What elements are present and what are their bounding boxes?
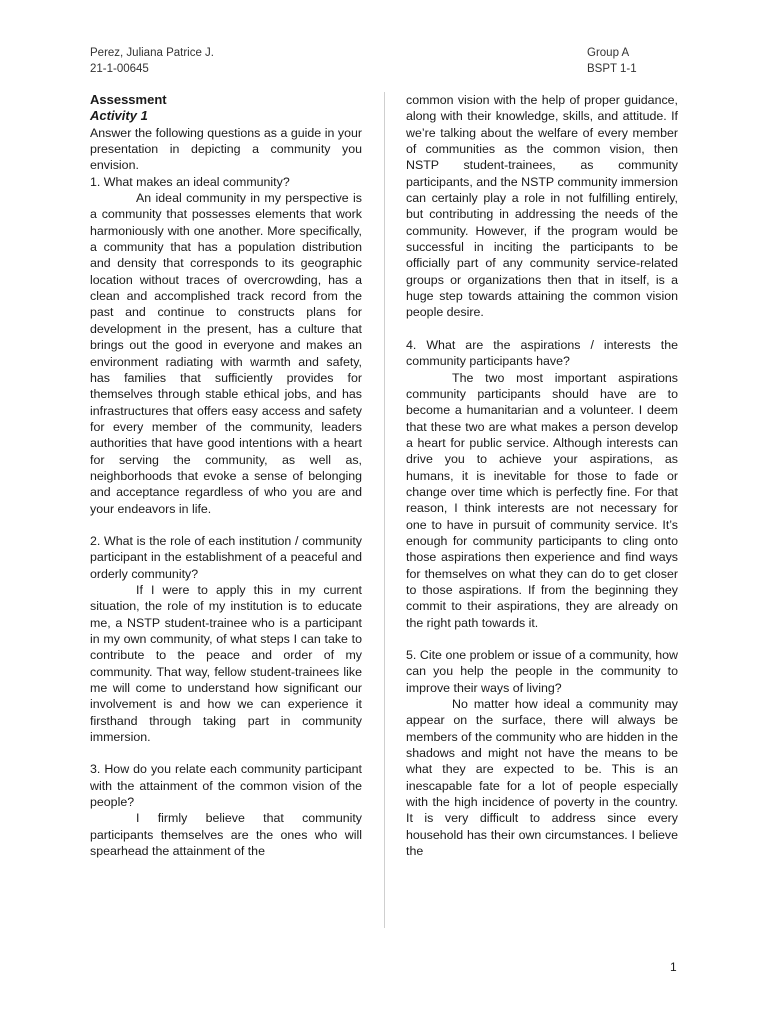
question-3: 3. How do you relate each community participant with the attainment of the common vision of the people? xyxy=(90,762,362,810)
page-number: 1 xyxy=(670,960,677,974)
left-column xyxy=(90,92,362,859)
column-divider xyxy=(384,92,385,928)
author-block xyxy=(90,45,214,77)
answer-5: No matter how ideal a community may appear on the surface, there will always be members of the community who are hidden in the shadows and might not have the means to be what they are expected to be. This is an inescapable fate for a lot of people especially with the high incidence of poverty in the country. It is very difficult to address since every household has their own circumstances. I believe the xyxy=(406,697,678,859)
author-name: Perez, Juliana Patrice J. xyxy=(90,47,215,59)
answer-2: If I were to apply this in my current situation, the role of my institution is to educate me, a NSTP student-trainee who is a participant in my own community, of what steps I can take to contribute to the peace and order of my community. That way, fellow student-trainees like me will come to understand how significant our involvement is and how we can experience it firsthand through taking part in community immersion. xyxy=(90,582,362,745)
group-label: Group A xyxy=(587,47,630,59)
answer-3-continued: common vision with the help of proper guidance, along with their knowledge, skills, and attitude. If we’re talking about the welfare of every member of communities as the common vision, then NSTP student-trainees, as community participants, and the NSTP community immersion can certainly play a role in not fulfilling entirely, but contributing in addressing the needs of the community. However, if the program would be successful in inciting the participants to be officially part of any community service-related groups or organizations then that in itself, is a huge step towards attaining the common vision people desire. xyxy=(406,93,678,320)
section-label: BSPT 1-1 xyxy=(587,63,637,75)
question-1: 1. What makes an ideal community? xyxy=(90,174,290,189)
question-4: 4. What are the aspirations / interests the community participants have? xyxy=(406,337,678,369)
answer-3: I firmly believe that community participants themselves are the ones who will spearhead the attainment of the xyxy=(90,811,362,859)
student-id: 21-1-00645 xyxy=(90,63,149,75)
answer-1: An ideal community in my perspective is a community that possesses elements that work harmoniously with one another. More specifically, a community that has a population distribution and density that corresponds to its geographic location without traces of overcrowding, has a clean and accomplished track record from the past and continue to constructs plans for development in the present, has a culture that brings out the good in everyone and makes an environment radiating with warmth and safety, has families that sufficiently provides for themselves through stable ethical jobs, and has infrastructures that offers easy access and safety for every member of the community, leaders authorities that have good intentions with a heart for serving the community, as well as, neighborhoods that evoke a sense of belonging and acceptance regardless of who you are and your endeavors in life. xyxy=(90,191,362,516)
group-block xyxy=(587,45,637,77)
question-2: 2. What is the role of each institution / community participant in the establishment of a peaceful and orderly community? xyxy=(90,533,362,581)
answer-4: The two most important aspirations community participants should have are to become a humanitarian and a volunteer. I deem that these two are what makes a person develop a heart for public service. Although interests can drive you to achieve your aspirations, as humans, it is inevitable for those to fade or change over time which is perfectly fine. For that reason, I think interests are not necessary for one to have in pursuit of community service. It’s enough for community participants to cling onto those aspirations then experience and find ways for themselves on what they can do to get closer to those aspirations. If from the beginning they commit to their aspirations, they are already on the right path towards it. xyxy=(406,370,678,630)
section-heading: Assessment xyxy=(90,92,167,107)
question-5: 5. Cite one problem or issue of a community, how can you help the people in the community to improve their ways of living? xyxy=(406,648,678,695)
right-column xyxy=(406,92,678,859)
instructions: Answer the following questions as a guide in your presentation in depicting a community you envision. xyxy=(90,125,362,173)
activity-heading: Activity 1 xyxy=(90,108,148,124)
